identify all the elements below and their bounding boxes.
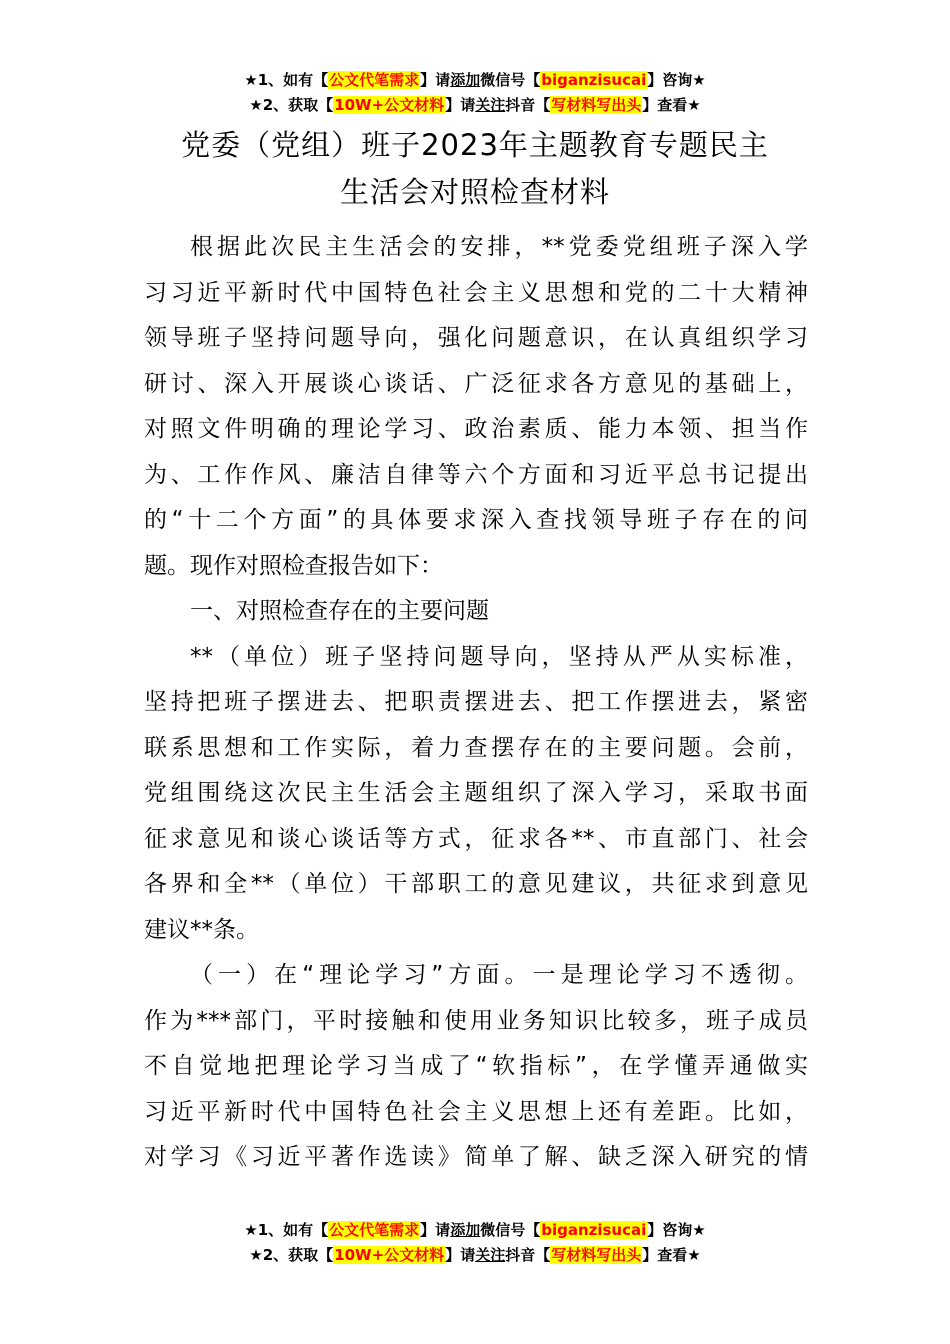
text-line: 的“十二个方面”的具体要求深入查找领导班子存在的问 — [144, 507, 808, 533]
text-line: 建议**条。 — [144, 916, 259, 943]
banner-text: 抖音【 — [505, 1246, 551, 1264]
banner-highlight: 公文代笔需求 — [329, 71, 420, 89]
banner-text: 】请 — [420, 1221, 451, 1239]
banner-text: 】请 — [445, 1246, 476, 1264]
text-line: 联系思想和工作实际，着力查摆存在的主要问题。会前， — [144, 734, 808, 761]
text-line: 坚持把班子摆进去、把职责摆进去、把工作摆进去，紧密 — [144, 689, 808, 715]
banner-line-2 — [0, 1243, 950, 1268]
text-line: 作为***部门，平时接触和使用业务知识比较多，班子成员 — [144, 1007, 808, 1034]
section-heading — [144, 589, 808, 635]
paragraph-theory — [144, 953, 808, 1181]
banner-highlight: 写材料写出头 — [551, 96, 642, 114]
banner-highlight: 10W+公文材料 — [334, 1246, 445, 1264]
banner-text: 微信号【 — [480, 1221, 541, 1239]
heading-text: 一、对照检查存在的主要问题 — [190, 598, 489, 624]
text-line: **（单位）班子坚持问题导向，坚持从严从实标准， — [190, 643, 808, 670]
header-banner — [0, 68, 950, 118]
banner-text: ★2、获取【 — [249, 1246, 334, 1264]
banner-highlight: biganzisucai — [541, 1221, 647, 1239]
text-line: 根据此次民主生活会的安排，**党委党组班子深入学 — [190, 234, 808, 260]
banner-underline: 关注 — [475, 96, 506, 114]
banner-text: 】请 — [445, 96, 476, 114]
banner-text: ★1、如有【 — [244, 71, 329, 89]
text-line: 研讨、深入开展谈心谈话、广泛征求各方意见的基础上， — [144, 370, 808, 397]
banner-line-2 — [0, 93, 950, 118]
paragraph-problems — [144, 635, 808, 954]
banner-underline: 添加 — [450, 1221, 481, 1239]
text-line: 党组围绕这次民主生活会主题组织了深入学习，采取书面 — [144, 780, 808, 806]
text-line: 对照文件明确的理论学习、政治素质、能力本领、担当作 — [144, 416, 808, 442]
banner-highlight: 写材料写出头 — [551, 1246, 642, 1264]
banner-line-1 — [0, 68, 950, 93]
banner-text: ★1、如有【 — [244, 1221, 329, 1239]
title-line-2: 生活会对照检查材料 — [339, 175, 610, 209]
banner-highlight: biganzisucai — [541, 71, 647, 89]
banner-text: 】查看★ — [642, 96, 701, 114]
text-line: 对学习《习近平著作选读》简单了解、缺乏深入研究的情 — [144, 1144, 808, 1170]
paragraph-intro — [144, 225, 808, 589]
banner-highlight: 10W+公文材料 — [334, 96, 445, 114]
banner-text: 】咨询★ — [647, 71, 706, 89]
banner-text: 抖音【 — [505, 96, 551, 114]
title-line-1: 党委（党组）班子2023年主题教育专题民主 — [181, 128, 769, 162]
text-line: 题。现作对照检查报告如下： — [144, 552, 443, 579]
banner-text: 】咨询★ — [647, 1221, 706, 1239]
banner-underline: 关注 — [475, 1246, 506, 1264]
text-line: （一）在“理论学习”方面。一是理论学习不透彻。 — [190, 962, 808, 988]
banner-text: ★2、获取【 — [249, 96, 334, 114]
document-title — [0, 122, 950, 216]
banner-text: 】查看★ — [642, 1246, 701, 1264]
text-line: 领导班子坚持问题导向，强化问题意识，在认真组织学习 — [144, 325, 808, 351]
text-line: 习习近平新时代中国特色社会主义思想和党的二十大精神 — [144, 279, 808, 306]
banner-text: 微信号【 — [480, 71, 541, 89]
banner-line-1 — [0, 1218, 950, 1243]
banner-text: 】请 — [420, 71, 451, 89]
text-line: 各界和全**（单位）干部职工的意见建议，共征求到意见 — [144, 871, 808, 897]
text-line: 为、工作作风、廉洁自律等六个方面和习近平总书记提出 — [144, 461, 808, 488]
text-line: 不自觉地把理论学习当成了“软指标”，在学懂弄通做实 — [144, 1053, 808, 1079]
banner-underline: 添加 — [450, 71, 481, 89]
text-line: 征求意见和谈心谈话等方式，征求各**、市直部门、社会 — [144, 825, 808, 852]
banner-highlight: 公文代笔需求 — [329, 1221, 420, 1239]
footer-banner — [0, 1218, 950, 1268]
document-body — [144, 225, 808, 1181]
text-line: 习近平新时代中国特色社会主义思想上还有差距。比如， — [144, 1098, 808, 1125]
